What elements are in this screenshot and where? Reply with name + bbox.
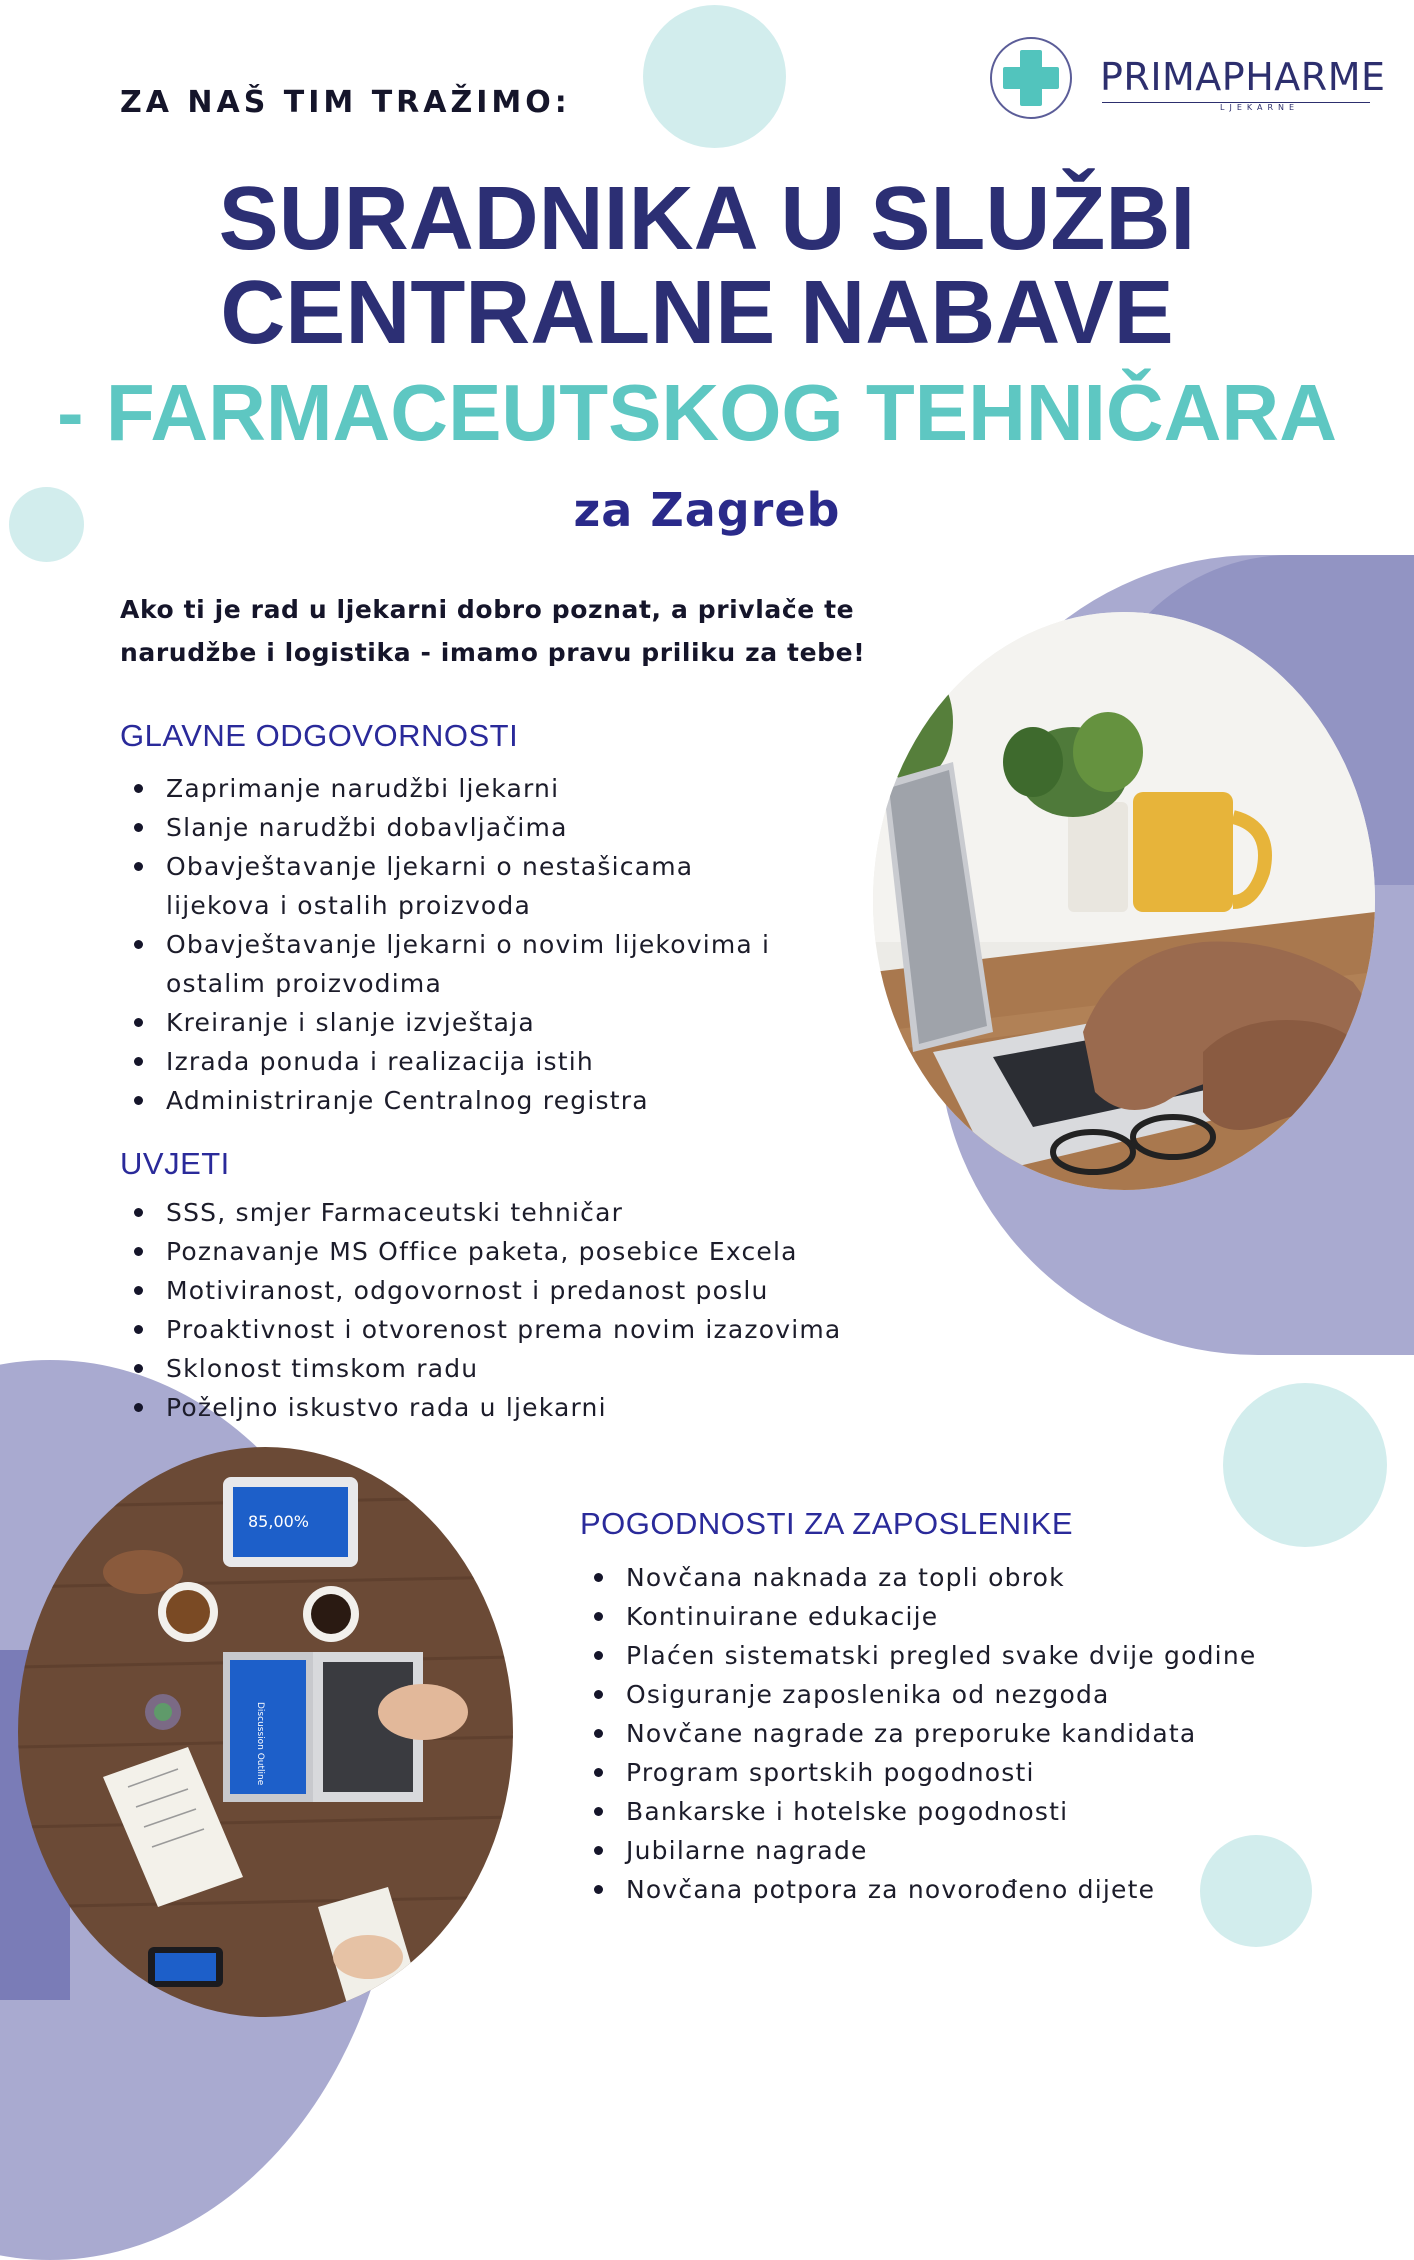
- list-item: Poželjno iskustvo rada u ljekarni: [120, 1388, 920, 1427]
- list-item: Novčana potpora za novorođeno dijete: [580, 1870, 1380, 1909]
- brand-name: PRIMAPHARME: [1100, 55, 1386, 99]
- photo-meeting-table: [18, 1447, 513, 2017]
- list-item: Bankarske i hotelske pogodnosti: [580, 1792, 1380, 1831]
- intro-text: [120, 588, 940, 674]
- photo-laptop-typing: [873, 612, 1375, 1190]
- list-item: Obavještavanje ljekarni o nestašicama lijekova i ostalih proizvoda: [120, 847, 786, 925]
- list-item: Izrada ponuda i realizacija istih: [120, 1042, 890, 1081]
- tablet-screen-text: 85,00%: [248, 1512, 310, 1531]
- list-item: Proaktivnost i otvorenost prema novim izazovima: [120, 1310, 920, 1349]
- decorative-circle-top: [643, 5, 786, 148]
- list-item: Sklonost timskom radu: [120, 1349, 920, 1388]
- intro-line-2: narudžbe i logistika - imamo pravu priliku za tebe!: [120, 638, 866, 667]
- requirements-list: [120, 1193, 920, 1427]
- list-item: Poznavanje MS Office paketa, posebice Excela: [120, 1232, 920, 1271]
- list-item: Slanje narudžbi dobavljačima: [120, 808, 890, 847]
- benefits-list: [580, 1558, 1380, 1909]
- list-item: Jubilarne nagrade: [580, 1831, 1380, 1870]
- list-item: Novčana naknada za topli obrok: [580, 1558, 1380, 1597]
- list-item: Zaprimanje narudžbi ljekarni: [120, 769, 890, 808]
- list-item: Motiviranost, odgovornost i predanost poslu: [120, 1271, 920, 1310]
- list-item: SSS, smjer Farmaceutski tehničar: [120, 1193, 920, 1232]
- laptop-screen-text: Discussion Outline: [255, 1702, 265, 1786]
- list-item: Novčane nagrade za preporuke kandidata: [580, 1714, 1380, 1753]
- responsibilities-list: [120, 769, 890, 1120]
- decorative-circle-right: [1223, 1383, 1387, 1547]
- title-line-1: SURADNIKA U SLUŽBI: [218, 169, 1196, 269]
- list-item: Kontinuirane edukacije: [580, 1597, 1380, 1636]
- cross-icon-bar: [1003, 67, 1059, 89]
- list-item: Obavještavanje ljekarni o novim lijekovima i ostalim proizvodima: [120, 925, 786, 1003]
- intro-line-1: Ako ti je rad u ljekarni dobro poznat, a privlače te: [120, 595, 855, 624]
- brand-subtitle: LJEKARNE: [1220, 103, 1300, 112]
- list-item: Plaćen sistematski pregled svake dvije godine: [580, 1636, 1380, 1675]
- location: za Zagreb: [573, 483, 841, 537]
- list-item: Kreiranje i slanje izvještaja: [120, 1003, 890, 1042]
- benefits-heading: POGODNOSTI ZA ZAPOSLENIKE: [580, 1506, 1074, 1541]
- title-line-3: - FARMACEUTSKOG TEHNIČARA: [57, 368, 1337, 457]
- list-item: Administriranje Centralnog registra: [120, 1081, 890, 1120]
- list-item: Program sportskih pogodnosti: [580, 1753, 1380, 1792]
- list-item: Osiguranje zaposlenika od nezgoda: [580, 1675, 1380, 1714]
- requirements-heading: UVJETI: [120, 1146, 230, 1181]
- kicker-heading: ZA NAŠ TIM TRAŽIMO:: [120, 85, 571, 120]
- title-line-2: CENTRALNE NABAVE: [220, 263, 1174, 363]
- responsibilities-heading: GLAVNE ODGOVORNOSTI: [120, 718, 519, 753]
